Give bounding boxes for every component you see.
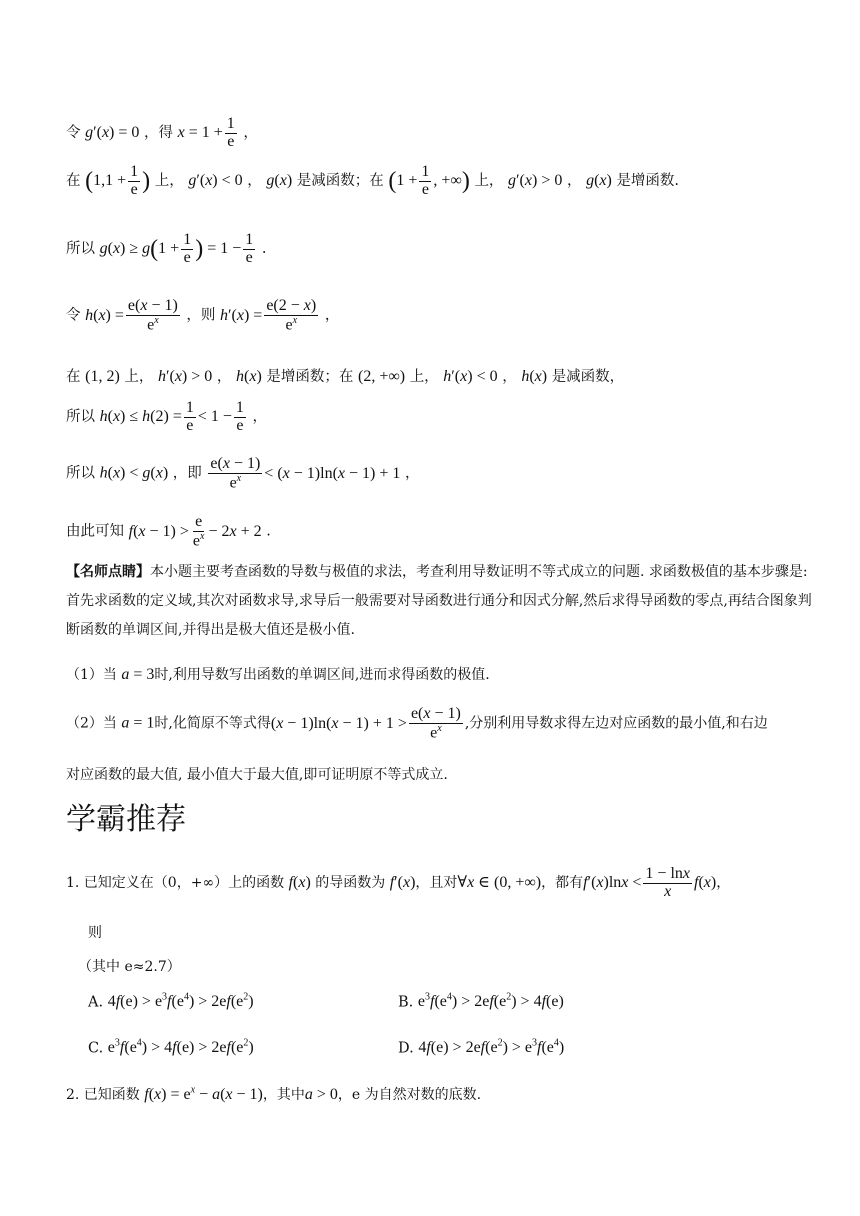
problem-1-statement: 1. 已知定义在（0，+∞）上的函数 f(x) 的导函数为 f′(x)，且对∀x ∈ (0, +∞)，都有f′(x)lnx < $\frac{1 - \ln x}{x}$ f(x)，: [66, 865, 731, 900]
option-a[interactable]: A. $4f(e) > e^3f(e^4) > 2ef(e^2)$: [88, 992, 254, 1011]
note-item-2: （2）当 a = 1时,化简原不等式得(x − 1)ln(x − 1) + 1 > $\frac{e(x - 1)}{e^x}$ ,分别利用导数求得左边对应函数的最小值,和右边: [66, 705, 768, 742]
math-expr: a = 3: [121, 666, 155, 683]
solution-line-8: 由此可知 f(x − 1) > $\frac{e}{e^x}$ − 2x + 2 .: [66, 513, 271, 550]
math-expr: h′(x) > 0: [157, 368, 213, 385]
solution-line-2: 在 (1,1 + $\frac{1}{e}$ ) 上， g′(x) < 0 ， g(x) 是减函数；在 (1 + $\frac{1}{e}$ , +∞) 上， g′(x) > 0 ， g(x) 是增函数.: [66, 163, 680, 198]
note-body: 本小题主要考查函数的导数与极值的求法，考查利用导数证明不等式成立的问题. 求函数极值的基本步骤是:首先求函数的定义域,其次对函数求导,求导后一般需要对导函数进行通分和因式分解,然后求得导函数的零点,再结合图象判断函数的单调区间,并得出是极大值还是极小值.: [66, 564, 812, 638]
math-expr: x = 1 + $\frac{1}{e}$: [177, 115, 235, 150]
math-expr: (x − 1)ln(x − 1) + 1 > $\frac{e(x - 1)}{e^x}$: [270, 705, 461, 742]
solution-line-5: 在 (1, 2) 上， h′(x) > 0 ， h(x) 是增函数；在 (2, +∞) 上， h′(x) < 0 ， h(x) 是减函数，: [66, 368, 625, 385]
math-expr: a > 0: [304, 1086, 338, 1103]
math-expr: h′(x) < 0: [443, 368, 498, 385]
problem-2-statement: 2. 已知函数 $f(x) = e^x - a(x - 1)$，其中a > 0，e 为自然对数的底数.: [66, 1084, 482, 1103]
math-expr: g(x): [586, 171, 612, 189]
math-expr: ∀x ∈ (0, +∞): [457, 873, 542, 891]
math-expr: g(x) ≥ g(1 + $\frac{1}{e}$ ) = 1 − $\frac{1}{e}$: [99, 231, 254, 266]
problem-1-then: 则: [88, 925, 102, 941]
section-title: 学霸推荐: [66, 802, 186, 837]
teacher-note: [66, 558, 820, 645]
math-expr: g′(x) < 0: [188, 171, 243, 189]
math-expr: g′(x) = 0: [85, 123, 140, 141]
option-c[interactable]: C. $e^3f(e^4) > 4f(e) > 2ef(e^2)$: [88, 1038, 254, 1057]
math-expr: $e^3f(e^4) > 2ef(e^2) > 4f(e)$: [417, 992, 564, 1011]
option-d[interactable]: D. $4f(e) > 2ef(e^2) > e^3f(e^4)$: [398, 1038, 565, 1057]
math-expr: $4f(e) > e^3f(e^4) > 2ef(e^2)$: [107, 992, 254, 1011]
math-expr: h(x) ≤ h(2) = $\frac{1}{e}$ < 1 − $\frac{1}{e}$: [99, 399, 244, 434]
math-expr: g(x): [266, 171, 293, 189]
math-expr: h(x) < g(x): [99, 464, 169, 482]
math-expr: h(x) = $\frac{e(x - 1)}{e^x}$: [85, 297, 178, 334]
solution-line-4: 令 h(x) = $\frac{e(x - 1)}{e^x}$ ，则 h′(x) = $\frac{e(2 - x)}{e^x}$ ，: [66, 297, 340, 334]
math-expr: $f(x) = e^x - a(x - 1)$: [144, 1084, 263, 1103]
math-expr: $\frac{e(x - 1)}{e^x}$ < (x − 1)ln(x − 1) + 1: [210, 455, 401, 492]
math-expr: f(x − 1) > $\frac{e}{e^x}$ − 2x + 2: [128, 513, 262, 550]
note-title: 【名师点睛】: [66, 564, 150, 580]
math-expr: (1,1 + $\frac{1}{e}$ ): [85, 163, 151, 198]
math-expr: (1 + $\frac{1}{e}$ , +∞): [388, 163, 470, 198]
math-expr: $e^3f(e^4) > 4f(e) > 2ef(e^2)$: [107, 1038, 254, 1057]
problem-1-hint: （其中 e≈2.7）: [78, 959, 181, 975]
math-expr: h(x): [236, 368, 262, 385]
math-expr: (1, 2): [85, 368, 120, 385]
math-expr: $4f(e) > 2ef(e^2) > e^3f(e^4)$: [418, 1038, 565, 1057]
note-item-1: （1）当 a = 3时,利用导数写出函数的单调区间,进而求得函数的极值.: [66, 666, 490, 683]
math-expr: h(x): [521, 368, 548, 385]
math-expr: f(x): [288, 873, 311, 891]
solution-line-1: 令 g′(x) = 0 ，得 x = 1 + $\frac{1}{e}$ ，: [66, 115, 258, 150]
option-b[interactable]: B. $e^3f(e^4) > 2ef(e^2) > 4f(e)$: [398, 992, 564, 1011]
solution-line-3: 所以 g(x) ≥ g(1 + $\frac{1}{e}$ ) = 1 − $\frac{1}{e}$ .: [66, 231, 267, 266]
math-expr: (2, +∞): [357, 368, 406, 385]
solution-line-7: 所以 h(x) < g(x) ，即 $\frac{e(x - 1)}{e^x}$ < (x − 1)ln(x − 1) + 1 ，: [66, 455, 420, 492]
math-expr: f′(x)lnx < $\frac{1 - \ln x}{x}$ f(x): [583, 865, 717, 900]
math-expr: h′(x) = $\frac{e(2 - x)}{e^x}$: [220, 297, 317, 334]
note-item-2-cont: 对应函数的最大值, 最小值大于最大值,即可证明原不等式成立.: [66, 767, 448, 783]
math-expr: g′(x) > 0: [508, 171, 563, 189]
solution-line-6: 所以 h(x) ≤ h(2) = $\frac{1}{e}$ < 1 − $\frac{1}{e}$ ，: [66, 399, 267, 434]
math-expr: a = 1: [121, 714, 155, 732]
math-expr: f′(x): [389, 873, 416, 891]
